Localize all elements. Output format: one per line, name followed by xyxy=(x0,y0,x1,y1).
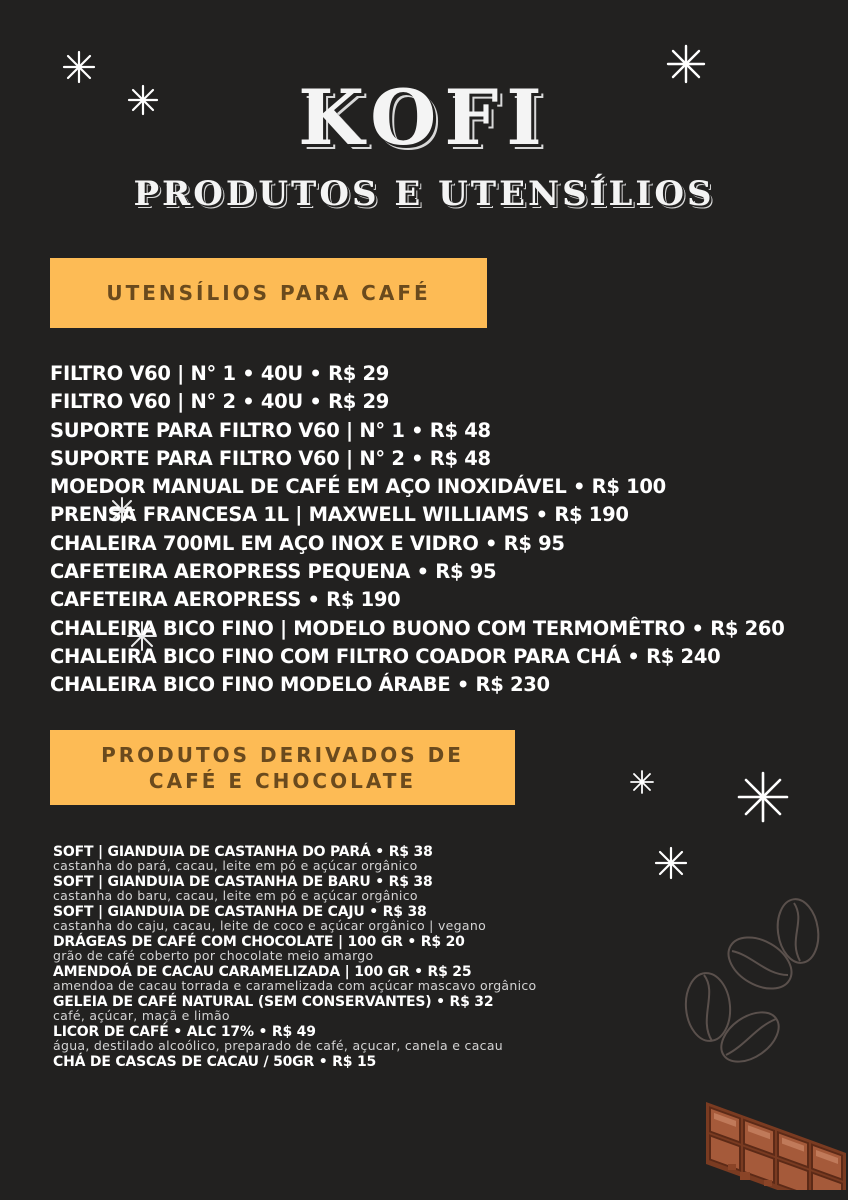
list-item: CAFETEIRA AEROPRESS PEQUENA • R$ 95 xyxy=(50,560,497,584)
list-item: CHALEIRA 700ML EM AÇO INOX E VIDRO • R$ 95 xyxy=(50,531,565,555)
sparkle-icon xyxy=(630,770,654,794)
product-name: GELEIA DE CAFÉ NATURAL (SEM CONSERVANTES) • R$ 32 xyxy=(53,994,494,1010)
product-name: CHÁ DE CASCAS DE CACAU / 50GR • R$ 15 xyxy=(53,1054,377,1070)
product-description: castanha do caju, cacau, leite de coco e açúcar orgânico | vegano xyxy=(53,918,487,933)
section-title-utensils: UTENSÍLIOS PARA CAFÉ xyxy=(106,281,431,305)
list-item: PRENSA FRANCESA 1L | MAXWELL WILLIAMS • R$ 190 xyxy=(50,503,629,527)
product-name: DRÁGEAS DE CAFÉ COM CHOCOLATE | 100 GR • R$ 20 xyxy=(53,934,465,950)
utensils-list xyxy=(50,360,810,700)
list-item: CHALEIRA BICO FINO | MODELO BUONO COM TERMOMÊTRO • R$ 260 xyxy=(50,616,785,640)
product-name: SOFT | GIANDUIA DE CASTANHA DE CAJU • R$ 38 xyxy=(53,904,427,920)
product-name: SOFT | GIANDUIA DE CASTANHA DO PARÁ • R$ 38 xyxy=(53,844,433,860)
product-name: AMENDOÁ DE CACAU CARAMELIZADA | 100 GR • R$ 25 xyxy=(53,964,472,980)
list-item: SUPORTE PARA FILTRO V60 | N° 1 • R$ 48 xyxy=(50,418,491,442)
products-list xyxy=(53,845,693,1073)
list-item: CHALEIRA BICO FINO MODELO ÁRABE • R$ 230 xyxy=(50,673,550,697)
list-item xyxy=(53,845,693,872)
product-description: grão de café coberto por chocolate meio amargo xyxy=(53,948,374,963)
product-name: SOFT | GIANDUIA DE CASTANHA DE BARU • R$ 38 xyxy=(53,874,433,890)
brand-title: KOFI xyxy=(298,73,550,162)
list-item xyxy=(53,875,693,902)
section-banner-products xyxy=(50,730,515,805)
list-item xyxy=(53,995,693,1022)
list-item: CAFETEIRA AEROPRESS • R$ 190 xyxy=(50,588,401,612)
coffee-beans-icon xyxy=(680,895,830,1079)
product-description: castanha do pará, cacau, leite em pó e açúcar orgânico xyxy=(53,858,418,873)
product-description: água, destilado alcoólico, preparado de café, açucar, canela e cacau xyxy=(53,1038,504,1053)
chocolate-bar-icon xyxy=(700,1080,848,1194)
list-item: FILTRO V60 | N° 2 • 40U • R$ 29 xyxy=(50,390,390,414)
list-item: MOEDOR MANUAL DE CAFÉ EM AÇO INOXIDÁVEL • R$ 100 xyxy=(50,475,666,499)
product-description: café, açúcar, maçã e limão xyxy=(53,1008,230,1023)
list-item: FILTRO V60 | N° 1 • 40U • R$ 29 xyxy=(50,362,390,385)
section-banner-utensils xyxy=(50,258,487,328)
list-item: SUPORTE PARA FILTRO V60 | N° 2 • R$ 48 xyxy=(50,446,491,470)
list-item xyxy=(53,935,693,962)
sparkle-icon xyxy=(737,771,789,823)
product-description: amendoa de cacau torrada e caramelizada com açúcar mascavo orgânico xyxy=(53,978,537,993)
list-item xyxy=(53,965,693,992)
page-subtitle: PRODUTOS E UTENSÍLIOS xyxy=(133,174,715,214)
list-item: CHALEIRA BICO FINO COM FILTRO COADOR PARA CHÁ • R$ 240 xyxy=(50,644,721,668)
list-item xyxy=(53,1055,693,1070)
list-item xyxy=(53,1025,693,1052)
list-item xyxy=(53,905,693,932)
product-description: castanha do baru, cacau, leite em pó e açúcar orgânico xyxy=(53,888,418,903)
section-title-products: PRODUTOS DERIVADOS DE CAFÉ E CHOCOLATE xyxy=(101,742,464,793)
product-name: LICOR DE CAFÉ • ALC 17% • R$ 49 xyxy=(53,1024,316,1040)
